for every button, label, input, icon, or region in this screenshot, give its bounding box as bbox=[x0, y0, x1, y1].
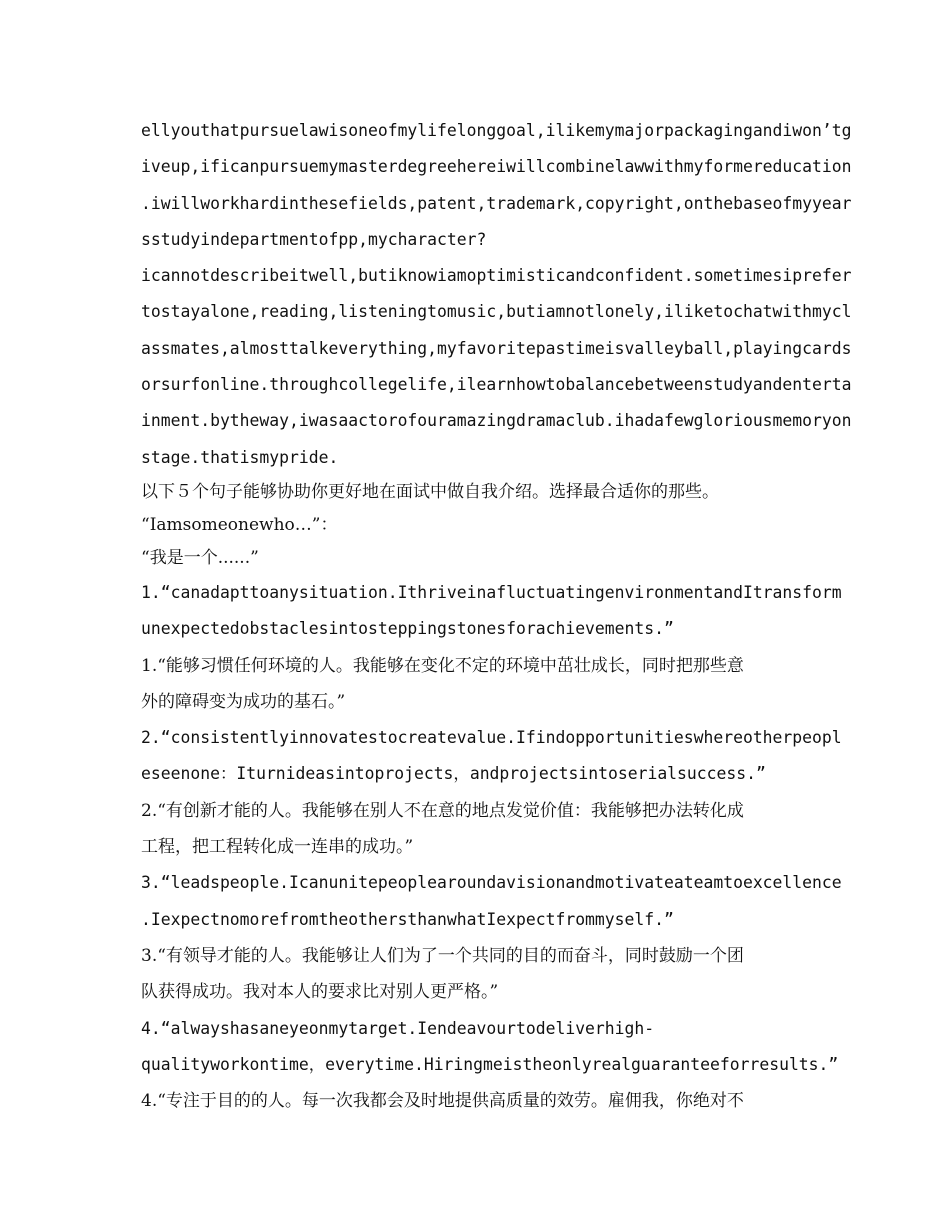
sentence-3-chinese-cont: 队获得成功。我对本人的要求比对别人更严格。” bbox=[141, 982, 499, 1003]
text-line: inment.bytheway,iwasaactorofouramazingdramaclub.ihadafewgloriousmemoryon bbox=[141, 411, 852, 431]
text-line: icannotdescribeitwell,butiknowiamoptimisticandconfident.sometimesiprefer bbox=[141, 266, 852, 286]
text-line: iveup,ificanpursuemymasterdegreehereiwillcombinelawwithmyformereducation bbox=[141, 157, 852, 177]
sentence-1-english: 1.“canadapttoanysituation.IthriveinafluctuatingenvironmentandItransform bbox=[141, 582, 842, 602]
text-line: .iwillworkhardinthesefields,patent,trademark,copyright,onthebaseofmyyear bbox=[141, 193, 852, 213]
text-line: tostayalone,reading,listeningtomusic,butiamnotlonely,iliketochatwithmycl bbox=[141, 302, 852, 322]
text-line: sstudyindepartmentofpp,mycharacter? bbox=[141, 229, 487, 249]
text-line: ellyouthatpursuelawisoneofmylifelonggoal,ilikemymajorpackagingandiwon’tg bbox=[141, 121, 852, 140]
text-line: assmates,almosttalkeverything,myfavoritepastimeisvalleyball,playingcards bbox=[141, 338, 852, 358]
sentence-1-chinese-cont: 外的障碍变为成功的基石。” bbox=[141, 691, 346, 712]
text-line: stage.thatismypride. bbox=[141, 447, 339, 467]
text-line: orsurfonline.throughcollegelife,ilearnhowtobalancebetweenstudyandenterta bbox=[141, 375, 852, 395]
prompt-english: “Iamsomeonewho…”： bbox=[141, 514, 338, 535]
sentence-2-chinese: 2.“有创新才能的人。我能够在别人不在意的地点发觉价值：我能够把办法转化成 bbox=[141, 800, 744, 821]
sentence-2-english: 2.“consistentlyinnovatestocreatevalue.Ifindopportunitieswhereotherpeopl bbox=[141, 728, 842, 748]
sentence-1-chinese: 1.“能够习惯任何环境的人。我能够在变化不定的环境中茁壮成长，同时把那些意 bbox=[141, 655, 744, 676]
sentence-1-english-cont: unexpectedobstaclesintosteppingstonesforachievements.” bbox=[141, 619, 674, 639]
sentence-3-english-cont: .IexpectnomorefromtheothersthanwhatIexpectfrommyself.” bbox=[141, 909, 674, 929]
sentence-2-english-cont: eseenone：Iturnideasintoprojects，andprojectsintoserialsuccess.” bbox=[141, 764, 766, 784]
intro-heading: 以下５个句子能够协助你更好地在面试中做自我介绍。选择最合适你的那些。 bbox=[141, 481, 719, 502]
prompt-chinese: “我是一个......” bbox=[141, 547, 259, 568]
sentence-3-chinese: 3.“有领导才能的人。我能够让人们为了一个共同的目的而奋斗，同时鼓励一个团 bbox=[141, 945, 744, 966]
document-body bbox=[141, 113, 852, 1119]
sentence-2-chinese-cont: 工程，把工程转化成一连串的成功。” bbox=[141, 837, 414, 858]
sentence-4-chinese: 4.“专注于目的的人。每一次我都会及时地提供高质量的效劳。雇佣我，你绝对不 bbox=[141, 1091, 744, 1112]
sentence-4-english-cont: qualityworkontime，everytime.Hiringmeistheonlyrealguaranteeforresults.” bbox=[141, 1054, 839, 1074]
sentence-4-english: 4.“alwayshasaneyeonmytarget.Iendeavourtodeliverhigh- bbox=[141, 1018, 655, 1038]
sentence-3-english: 3.“leadspeople.Icanunitepeoplearoundavisionandmotivateateamtoexcellence bbox=[141, 873, 842, 893]
